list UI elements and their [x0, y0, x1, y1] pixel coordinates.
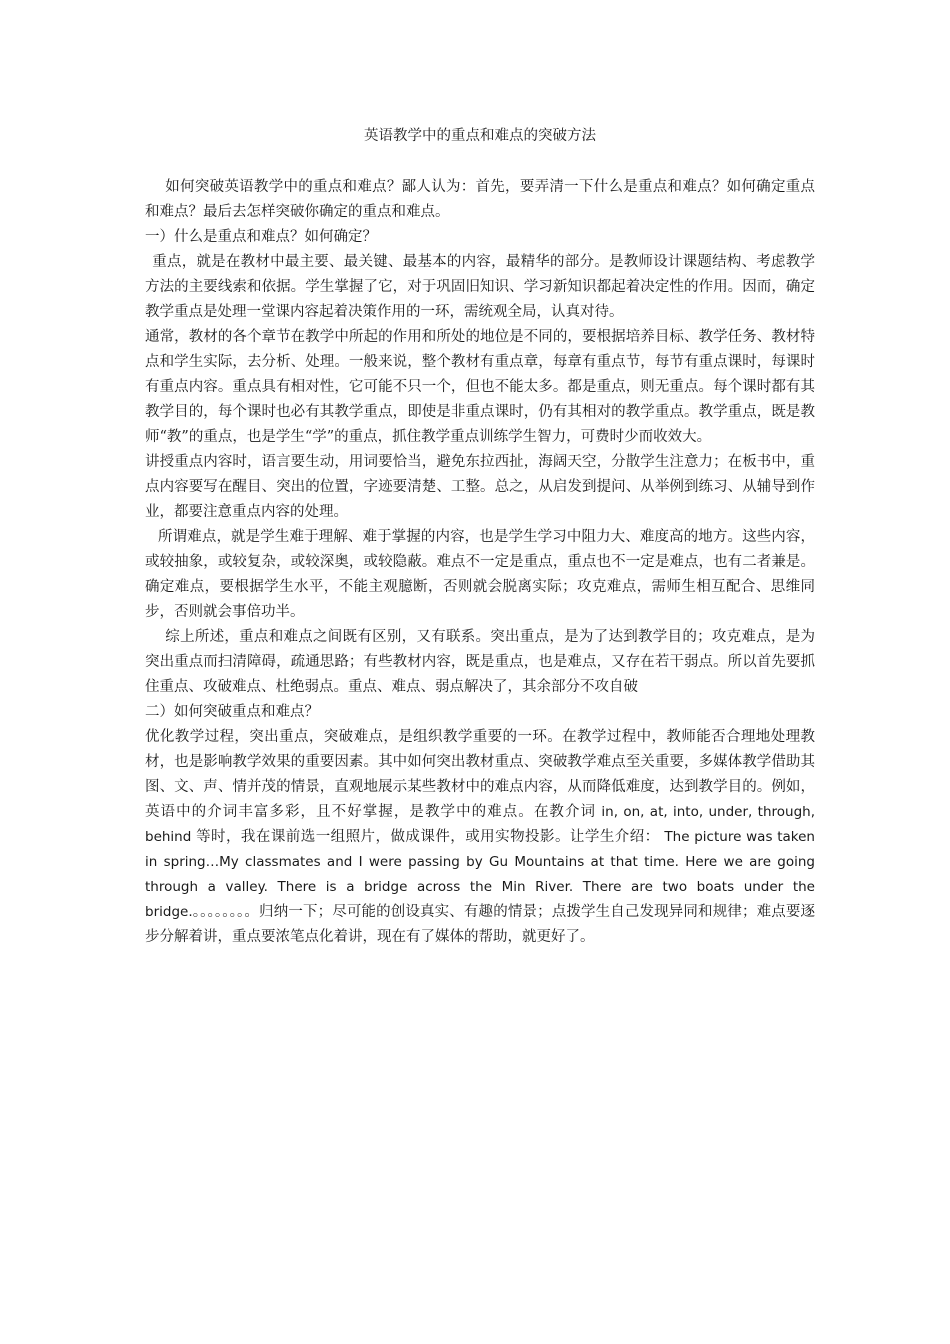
methods-text-1: 优化教学过程，突出重点，突破难点，是组织教学重要的一环。在教学过程中，教师能否合理地处理教材，也是影响教学效果的重要因素。其中如何突出教材重点、突破教学难点至关重要，多媒体教学借助其图、文、声、情并茂的情景，直观地展示某些教材中的难点内容，从而降低难度，达到教学目的。例如，英语中的介词丰富多彩，且不好掌握，是教学中的难点。在教介词 — [145, 729, 815, 820]
english-example: The picture was taken in spring…My classmates and I were passing by Gu Mountains at that time. Here we are going through a valley. There is a bridge across the Min River. There are two boats under the bridge. — [145, 829, 815, 920]
prepositions-list: in, on, at, into, under, through, behind — [145, 804, 816, 845]
document-title: 英语教学中的重点和难点的突破方法 — [364, 128, 596, 144]
paragraph-teaching: 讲授重点内容时，语言要生动，用词要恰当，避免东拉西扯，海阔天空，分散学生注意力；在板书中，重点内容要写在醒目、突出的位置，字迹要清楚、工整。总之，从启发到提问、从举例到练习、从辅导到作业，都要注意重点内容的处理。 — [145, 454, 815, 520]
methods-text-3: 。。。。。。。。归纳一下；尽可能的创设真实、有趣的情景；点拨学生自己发现异同和规律；难点要逐步分解着讲，重点要浓笔点化着讲，现在有了媒体的帮助，就更好了。 — [145, 904, 815, 945]
section-heading-1: 一）什么是重点和难点？如何确定？ — [145, 229, 377, 245]
methods-text-2: 等时，我在课前选一组照片，做成课件，或用实物投影。让学生介绍： — [196, 829, 660, 845]
paragraph-summary: 综上所述，重点和难点之间既有区别，又有联系。突出重点，是为了达到教学目的；攻克难点，是为突出重点而扫清障碍，疏通思路；有些教材内容，既是重点，也是难点，又存在若干弱点。所以首先要抓住重点、攻破难点、杜绝弱点。重点、难点、弱点解决了，其余部分不攻自破 — [145, 629, 815, 695]
paragraph-intro: 如何突破英语教学中的重点和难点？鄙人认为：首先，要弄清一下什么是重点和难点？如何确定重点和难点？最后去怎样突破你确定的重点和难点。 — [145, 179, 815, 220]
paragraph-key-points: 重点，就是在教材中最主要、最关键、最基本的内容，最精华的部分。是教师设计课题结构、考虑教学方法的主要线索和依据。学生掌握了它，对于巩固旧知识、学习新知识都起着决定性的作用。因而，确定教学重点是处理一堂课内容起着决策作用的一环，需统观全局，认真对待。 — [145, 254, 815, 320]
paragraph-chapters: 通常，教材的各个章节在教学中所起的作用和所处的地位是不同的，要根据培养目标、教学任务、教材特点和学生实际，去分析、处理。一般来说，整个教材有重点章，每章有重点节，每节有重点课时，每课时有重点内容。重点具有相对性，它可能不只一个，但也不能太多。都是重点，则无重点。每个课时都有其教学目的，每个课时也必有其教学重点，即使是非重点课时，仍有其相对的教学重点。教学重点，既是教师“教”的重点，也是学生“学”的重点，抓住教学重点训练学生智力，可费时少而收效大。 — [145, 329, 815, 445]
paragraph-difficulties: 所谓难点，就是学生难于理解、难于掌握的内容，也是学生学习中阻力大、难度高的地方。这些内容，或较抽象，或较复杂，或较深奥，或较隐蔽。难点不一定是重点，重点也不一定是难点，也有二者兼是。确定难点，要根据学生水平，不能主观臆断，否则就会脱离实际；攻克难点，需师生相互配合、思维同步，否则就会事倍功半。 — [145, 529, 815, 620]
paragraph-methods — [145, 725, 815, 950]
document-body — [145, 124, 815, 950]
section-heading-2: 二）如何突破重点和难点？ — [145, 704, 319, 720]
